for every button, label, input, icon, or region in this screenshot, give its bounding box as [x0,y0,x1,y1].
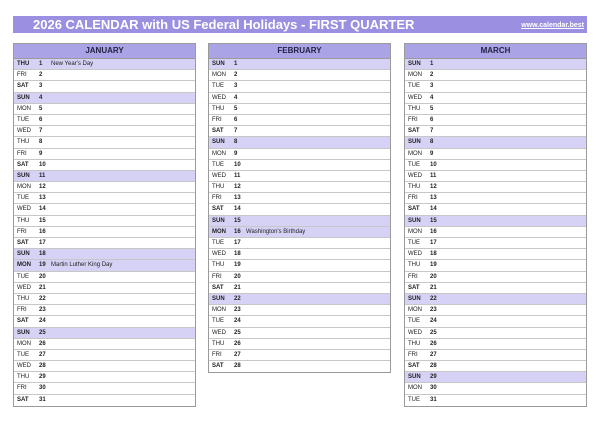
day-of-week: WED [17,206,31,213]
day-number: 10 [234,161,241,168]
day-of-week: SAT [408,363,420,370]
day-of-week: FRI [212,273,222,280]
day-row [14,115,195,126]
day-row [209,70,390,81]
day-row [209,339,390,350]
day-number: 25 [39,329,46,336]
day-row [405,93,586,104]
day-row [405,372,586,383]
day-of-week: MON [17,340,31,347]
day-of-week: WED [212,94,226,101]
day-of-week: TUE [212,318,224,325]
day-row [405,171,586,182]
day-row [209,350,390,361]
day-number: 6 [39,116,43,123]
day-of-week: FRI [17,307,27,314]
day-row [14,383,195,394]
day-number: 24 [234,318,241,325]
day-row [14,361,195,372]
page-title: 2026 CALENDAR with US Federal Holidays - FIRST QUARTER [33,17,415,32]
day-number: 23 [430,307,437,314]
day-of-week: WED [212,251,226,258]
day-of-week: SAT [212,363,224,370]
day-of-week: WED [408,329,422,336]
day-of-week: MON [408,307,422,314]
day-row [209,59,390,70]
day-number: 13 [430,195,437,202]
day-of-week: FRI [17,385,27,392]
day-of-week: THU [408,262,421,269]
day-row [209,115,390,126]
day-row [405,104,586,115]
day-number: 13 [234,195,241,202]
day-of-week: SUN [17,329,30,336]
day-number: 17 [39,240,46,246]
day-row [14,126,195,137]
day-number: 12 [39,184,46,191]
day-number: 9 [430,150,434,157]
day-number: 10 [430,161,437,168]
day-of-week: SUN [17,172,30,179]
day-row [405,361,586,372]
day-number: 21 [430,284,437,291]
day-number: 5 [39,105,43,112]
day-row [14,272,195,283]
day-row [405,328,586,339]
day-number: 16 [430,228,437,235]
day-number: 27 [39,351,46,358]
day-row [405,339,586,350]
day-row [14,149,195,160]
day-of-week: WED [17,128,31,135]
day-of-week: FRI [408,351,418,358]
day-of-week: TUE [408,161,420,168]
month-march [404,43,587,407]
day-number: 4 [430,94,434,101]
day-number: 31 [430,396,437,403]
day-of-week: MON [17,105,31,112]
day-number: 4 [39,94,43,101]
day-row [209,328,390,339]
day-row [14,339,195,350]
day-number: 9 [39,150,43,157]
day-of-week: FRI [212,351,222,358]
day-of-week: TUE [212,83,224,90]
day-row [209,305,390,316]
day-of-week: FRI [408,273,418,280]
day-number: 30 [39,385,46,392]
month-january [13,43,196,407]
day-of-week: THU [408,105,421,112]
day-of-week: SUN [212,61,225,67]
day-of-week: SUN [212,139,225,146]
day-row [405,137,586,148]
day-number: 19 [234,262,241,269]
day-number: 2 [234,72,238,79]
day-row [405,216,586,227]
day-of-week: FRI [408,116,418,123]
day-of-week: TUE [408,396,420,403]
day-number: 9 [234,150,238,157]
day-of-week: MON [408,72,422,79]
day-of-week: TUE [212,161,224,168]
day-row [405,238,586,249]
day-number: 21 [234,284,241,291]
day-of-week: SUN [17,251,30,258]
day-row [405,249,586,260]
day-row [209,182,390,193]
day-of-week: SAT [408,206,420,213]
day-number: 1 [39,61,43,67]
day-of-week: SUN [212,295,225,302]
day-number: 26 [39,340,46,347]
day-row [209,260,390,271]
day-number: 1 [234,61,238,67]
holiday-label: Washington's Birthday [246,228,306,235]
day-row [14,93,195,104]
holiday-label: Martin Luther King Day [51,262,113,269]
day-row [405,294,586,305]
day-row [14,81,195,92]
day-number: 19 [430,262,437,269]
day-of-week: MON [212,72,226,79]
day-of-week: MON [408,150,422,157]
day-row [209,149,390,160]
day-row [14,238,195,249]
day-row [209,227,390,238]
day-row [405,204,586,215]
day-of-week: WED [212,329,226,336]
day-number: 15 [430,217,437,224]
day-number: 8 [234,139,238,146]
month-title: JANUARY [14,44,195,59]
day-row [14,372,195,383]
day-number: 29 [39,374,46,381]
day-row [14,160,195,171]
day-row [405,70,586,81]
day-row [405,260,586,271]
day-row [209,238,390,249]
day-row [209,104,390,115]
day-number: 3 [234,83,238,90]
day-of-week: SAT [17,396,29,403]
day-row [14,305,195,316]
day-of-week: MON [212,307,226,314]
day-row [209,137,390,148]
day-row [405,383,586,394]
day-of-week: TUE [17,116,29,123]
day-of-week: THU [17,139,30,146]
day-number: 30 [430,385,437,392]
day-of-week: TUE [17,195,29,202]
website-link[interactable]: www.calendar.best [521,22,584,29]
day-row [405,126,586,137]
month-title: FEBRUARY [209,44,390,59]
day-of-week: SUN [408,217,421,224]
day-row [405,350,586,361]
day-of-week: TUE [408,83,420,90]
day-of-week: WED [212,172,226,179]
day-number: 12 [430,184,437,191]
day-of-week: SUN [408,374,421,381]
day-row [209,316,390,327]
day-row [405,305,586,316]
day-of-week: SUN [17,94,30,101]
day-row [209,204,390,215]
day-number: 17 [234,240,241,246]
day-number: 18 [234,251,241,258]
day-of-week: THU [408,184,421,191]
day-of-week: SAT [17,240,29,246]
holiday-label: New Year's Day [51,61,94,67]
day-row [14,193,195,204]
day-of-week: WED [17,363,31,370]
day-number: 6 [430,116,434,123]
day-row [209,126,390,137]
day-row [405,316,586,327]
day-row [405,182,586,193]
day-row [209,193,390,204]
month-february [208,43,391,373]
day-number: 14 [39,206,46,213]
day-row [405,272,586,283]
day-list [14,59,195,406]
day-row [14,283,195,294]
day-of-week: MON [17,262,31,269]
day-of-week: FRI [408,195,418,202]
day-number: 5 [234,105,238,112]
day-of-week: SAT [17,318,29,325]
day-number: 8 [430,139,434,146]
day-row [14,316,195,327]
day-row [14,204,195,215]
day-number: 23 [39,307,46,314]
day-number: 27 [234,351,241,358]
day-row [14,104,195,115]
day-number: 25 [430,329,437,336]
day-of-week: MON [212,228,226,235]
day-row [209,216,390,227]
day-number: 14 [234,206,241,213]
day-number: 2 [39,72,43,79]
day-of-week: TUE [17,273,29,280]
day-of-week: WED [408,172,422,179]
day-row [209,81,390,92]
day-number: 19 [39,262,46,269]
day-of-week: TUE [212,240,224,246]
day-row [209,283,390,294]
day-of-week: FRI [212,116,222,123]
day-of-week: TUE [17,351,29,358]
page-header [13,16,587,33]
day-of-week: MON [17,184,31,191]
day-number: 29 [430,374,437,381]
day-row [14,294,195,305]
month-title: MARCH [405,44,586,59]
day-number: 27 [430,351,437,358]
day-number: 12 [234,184,241,191]
day-number: 15 [39,217,46,224]
day-number: 26 [234,340,241,347]
day-of-week: SAT [17,83,29,90]
day-of-week: SUN [212,217,225,224]
day-number: 10 [39,161,46,168]
day-number: 7 [234,128,238,135]
day-of-week: THU [17,61,30,67]
day-of-week: MON [408,385,422,392]
day-row [14,227,195,238]
day-row [209,160,390,171]
day-row [405,59,586,70]
day-row [209,93,390,104]
day-of-week: SAT [408,284,420,291]
day-number: 20 [234,273,241,280]
day-number: 23 [234,307,241,314]
day-number: 28 [39,363,46,370]
day-of-week: FRI [212,195,222,202]
day-row [14,70,195,81]
day-of-week: THU [17,295,30,302]
day-number: 15 [234,217,241,224]
day-number: 4 [234,94,238,101]
day-row [14,216,195,227]
day-of-week: SUN [408,61,421,67]
day-number: 18 [430,251,437,258]
day-number: 7 [430,128,434,135]
day-number: 28 [234,363,241,370]
day-number: 22 [234,295,241,302]
day-row [14,137,195,148]
day-row [405,115,586,126]
day-number: 26 [430,340,437,347]
day-list [405,59,586,406]
day-row [209,249,390,260]
day-number: 7 [39,128,43,135]
day-row [209,171,390,182]
day-row [209,294,390,305]
day-row [14,350,195,361]
day-number: 31 [39,396,46,403]
day-number: 17 [430,240,437,246]
day-row [405,395,586,406]
day-of-week: SAT [212,128,224,135]
day-of-week: SAT [212,206,224,213]
day-number: 20 [430,273,437,280]
day-of-week: FRI [17,72,27,79]
day-number: 11 [430,172,437,179]
day-number: 22 [39,295,46,302]
day-number: 13 [39,195,46,202]
day-of-week: TUE [408,240,420,246]
day-number: 5 [430,105,434,112]
day-row [405,193,586,204]
day-of-week: FRI [17,150,27,157]
day-number: 16 [39,228,46,235]
day-row [14,249,195,260]
day-of-week: MON [212,150,226,157]
day-of-week: SAT [17,161,29,168]
day-of-week: THU [212,105,225,112]
day-number: 11 [39,172,46,179]
day-of-week: FRI [17,228,27,235]
day-number: 3 [39,83,43,90]
day-number: 14 [430,206,437,213]
day-of-week: THU [212,262,225,269]
day-of-week: WED [408,251,422,258]
day-of-week: THU [212,340,225,347]
day-of-week: SAT [212,284,224,291]
day-row [405,227,586,238]
day-number: 24 [430,318,437,325]
day-row [14,171,195,182]
day-list [209,59,390,372]
day-number: 22 [430,295,437,302]
day-row [405,160,586,171]
day-of-week: THU [17,374,30,381]
day-row [405,283,586,294]
day-of-week: MON [408,228,422,235]
day-number: 25 [234,329,241,336]
day-of-week: SUN [408,295,421,302]
day-of-week: THU [408,340,421,347]
day-row [14,395,195,406]
day-number: 20 [39,273,46,280]
day-row [14,59,195,70]
day-number: 16 [234,228,241,235]
day-of-week: SAT [408,128,420,135]
day-of-week: THU [212,184,225,191]
day-row [14,182,195,193]
day-row [209,361,390,372]
day-of-week: SUN [408,139,421,146]
day-of-week: WED [408,94,422,101]
day-number: 24 [39,318,46,325]
day-row [209,272,390,283]
day-number: 18 [39,251,46,258]
day-of-week: THU [17,217,30,224]
day-number: 3 [430,83,434,90]
day-row [14,260,195,271]
day-number: 6 [234,116,238,123]
day-number: 28 [430,363,437,370]
day-number: 21 [39,284,46,291]
day-of-week: WED [17,284,31,291]
day-row [14,328,195,339]
day-number: 8 [39,139,43,146]
day-row [405,149,586,160]
day-number: 2 [430,72,434,79]
day-number: 11 [234,172,241,179]
day-of-week: TUE [408,318,420,325]
day-number: 1 [430,61,434,67]
day-row [405,81,586,92]
